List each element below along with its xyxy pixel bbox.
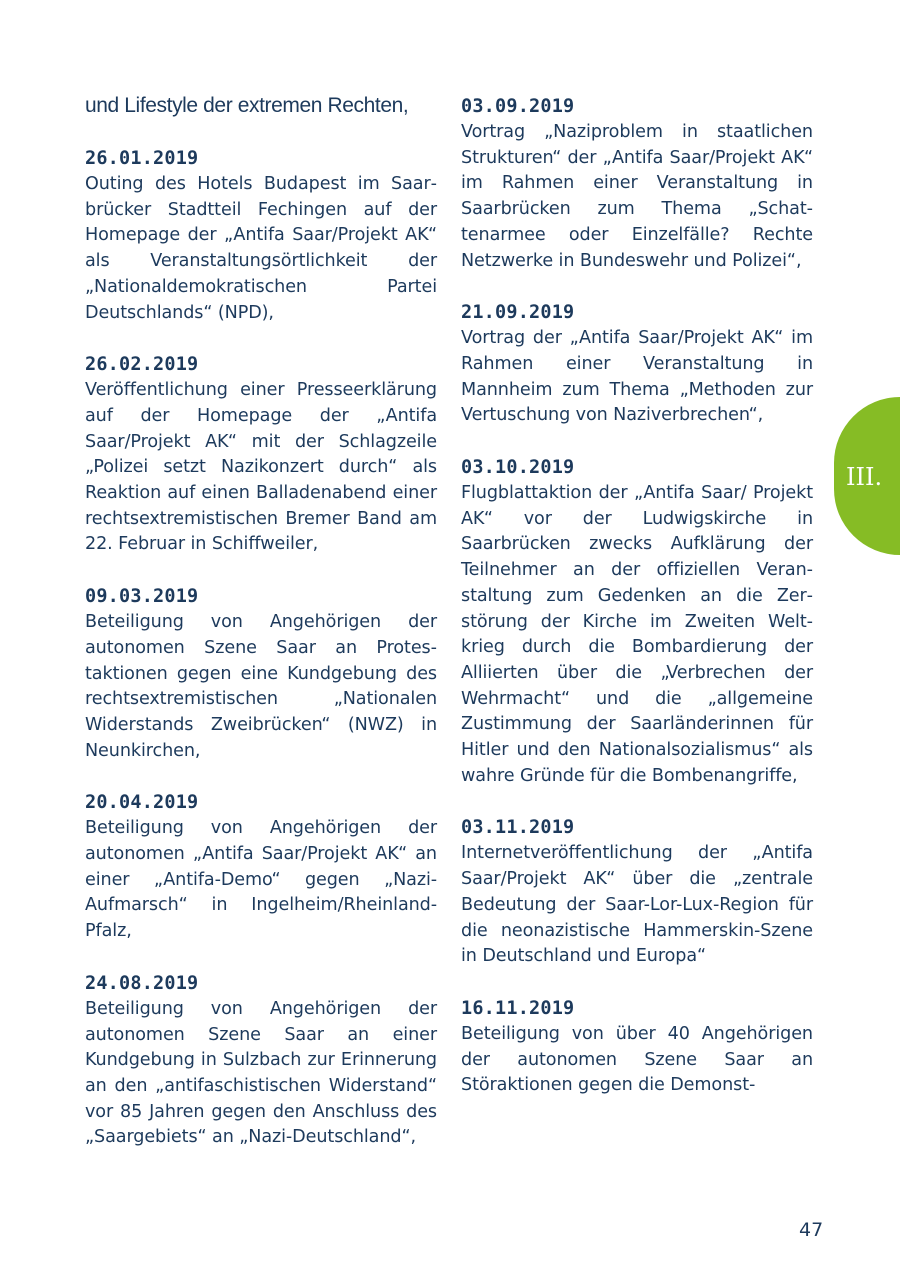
entry-date: 03.11.2019 — [461, 817, 575, 839]
entry-date: 16.11.2019 — [461, 997, 575, 1019]
entry-text: Internetveröffentlichung der „Antifa Saar/Projekt AK“ über die „zentrale Bedeutung der Saar-Lor-Lux-Region für die neonazistische Hammerskin-Szene in Deutschland und Europa“ — [461, 843, 813, 967]
entry-date: 03.09.2019 — [461, 96, 575, 117]
right-column — [461, 92, 813, 1125]
chronology-entry — [85, 146, 437, 326]
entry-date: 26.02.2019 — [85, 354, 199, 376]
entry-text: Veröffentlichung einer Presseerklärung auf der Homepage der „Antifa Saar/Projekt AK“ mit der Schlagzeile „Polizei setzt Nazikonzert durch“ als Reaktion auf einen Balladenabend einer rechtsextremistischen Bremer Band am 22. Februar in Schiffweiler, — [85, 380, 437, 555]
entry-text: Outing des Hotels Budapest im Saarbrücker Stadtteil Fechingen auf der Homepage der „Antifa Saar/Projekt AK“ als Veranstaltungsörtlichkeit der „Nationaldemokratischen Partei Deutschlands“ (NPD), — [85, 174, 437, 323]
chronology-entry — [461, 815, 813, 970]
chronology-entry — [461, 996, 813, 1099]
chronology-entry — [85, 584, 437, 764]
entry-text: Beteiligung von über 40 Angehörigen der autonomen Szene Saar an Störaktionen gegen die Demonst- — [461, 1023, 813, 1096]
entry-date: 21.09.2019 — [461, 302, 575, 324]
entry-date: 20.04.2019 — [85, 792, 199, 814]
entry-date: 03.10.2019 — [461, 457, 575, 479]
chapter-tab — [834, 397, 900, 555]
chronology-entry — [461, 455, 813, 789]
entry-date: 26.01.2019 — [85, 148, 199, 169]
entry-date: 24.08.2019 — [85, 972, 199, 994]
page-number: 47 — [799, 1219, 824, 1241]
chronology-entry — [461, 94, 813, 274]
entry-text: Vortrag der „Antifa Saar/Projekt AK“ im Rahmen einer Veranstaltung in Mannheim zum Thema „Methoden zur Vertuschung von Naziverbrechen“, — [461, 328, 813, 426]
left-column — [85, 92, 437, 1177]
chronology-entry — [85, 790, 437, 945]
entry-text: Beteiligung von Angehörigen der autonomen Szene Saar an Protestaktionen gegen eine Kundgebung des rechtsextremistischen „Nationalen Widerstands Zweibrücken“ (NWZ) in Neunkirchen, — [85, 612, 437, 761]
entry-date: 09.03.2019 — [85, 586, 199, 608]
entry-text: Vortrag „Naziproblem in staatlichen Strukturen“ der „Antifa Saar/Projekt AK“ im Rahmen einer Veranstaltung in Saarbrücken zum Thema „Schattenarmee oder Einzelfälle? Rechte Netzwerke in Bundeswehr und Polizei“, — [461, 122, 813, 271]
chronology-entry — [461, 300, 813, 429]
chronology-entry — [85, 971, 437, 1151]
entry-text: Beteiligung von Angehörigen der autonomen Szene Saar an einer Kundgebung in Sulzbach zur Erinnerung an den „antifaschistischen Widerstand“ vor 85 Jahren gegen den Anschluss des „Saargebiets“ an „Nazi-Deutschland“, — [85, 998, 437, 1148]
entry-text: Flugblattaktion der „Antifa Saar/ Projekt AK“ vor der Ludwigskirche in Saarbrücken zwecks Aufklärung der Teilnehmer an der offiziellen Veranstaltung zum Gedenken an die Zerstörung der Kirche im Zweiten Weltkrieg durch die Bombardierung der Alliierten über die „Verbrechen der Wehrmacht“ und die „allgemeine Zustimmung der Saarländerinnen für Hitler und den Nationalsozialismus“ als wahre Gründe für die Bombenangriffe, — [461, 483, 813, 786]
chronology-entry — [85, 352, 437, 558]
chapter-label: III. — [846, 463, 883, 491]
entry-text: Beteiligung von Angehörigen der autonomen „Antifa Saar/Projekt AK“ an einer „Antifa-Demo“ gegen „Nazi-Aufmarsch“ in Ingelheim/Rheinland-Pfalz, — [85, 818, 437, 942]
lead-text: und Lifestyle der extremen Rechten, — [85, 94, 409, 117]
